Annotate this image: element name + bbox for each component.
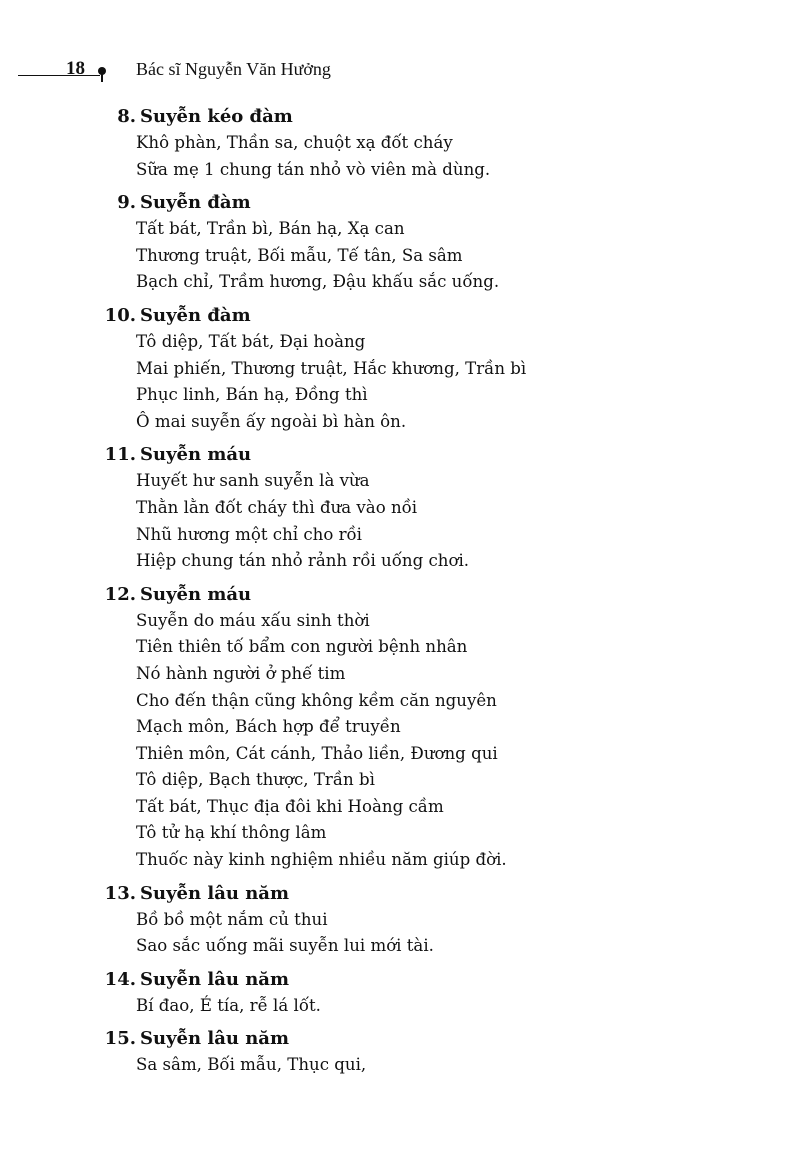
verse-line: Ô mai suyễn ấy ngoài bì hàn ôn. <box>136 411 407 431</box>
verse-line: Thằn lằn đốt cháy thì đưa vào nồi <box>136 497 418 517</box>
entry-heading <box>92 967 772 993</box>
entry-title: Suyễn máu <box>140 583 252 605</box>
entry-heading <box>92 582 772 608</box>
verse-line: Bồ bồ một nắm củ thui <box>136 909 328 929</box>
verse-line: Mạch môn, Bách hợp để truyền <box>136 717 401 737</box>
entry-number: 10. <box>104 304 136 326</box>
verse-line: Mai phiến, Thương truật, Hắc khương, Trần bì <box>136 358 527 378</box>
remedy-entry <box>92 1026 772 1079</box>
verse-line: Thuốc này kinh nghiệm nhiều năm giúp đời. <box>136 850 507 870</box>
verse-line: Sữa mẹ 1 chung tán nhỏ vò viên mà dùng. <box>136 159 491 179</box>
page-header <box>18 54 378 84</box>
entry-heading <box>92 104 772 130</box>
entry-verse <box>92 468 772 574</box>
remedy-entry <box>92 582 772 874</box>
entry-verse <box>92 130 772 183</box>
entry-number: 13. <box>104 882 136 904</box>
entry-title: Suyễn máu <box>140 444 252 466</box>
entry-heading <box>92 303 772 329</box>
entry-heading <box>92 881 772 907</box>
entry-number: 15. <box>104 1028 136 1050</box>
entry-number: 8. <box>117 106 136 127</box>
verse-line: Tô tử hạ khí thông lâm <box>136 823 327 843</box>
verse-line: Huyết hư sanh suyễn là vừa <box>136 471 370 491</box>
verse-line: Tô diệp, Tất bát, Đại hoàng <box>136 331 366 351</box>
verse-line: Tất bát, Thục địa đôi khi Hoàng cầm <box>136 796 444 816</box>
verse-line: Nó hành người ở phế tim <box>136 663 346 683</box>
entry-title: Suyễn kéo đàm <box>140 106 293 127</box>
entry-title: Suyễn lâu năm <box>140 1028 290 1050</box>
verse-line: Thiên môn, Cát cánh, Thảo liền, Đương qui <box>136 743 498 763</box>
entry-title: Suyễn đàm <box>140 192 251 214</box>
verse-line: Phục linh, Bán hạ, Đồng thì <box>136 385 368 405</box>
header-rule <box>18 75 100 76</box>
verse-line: Bạch chỉ, Trầm hương, Đậu khấu sắc uống. <box>136 272 500 292</box>
page-body <box>92 104 772 1086</box>
entry-verse <box>92 907 772 960</box>
verse-line: Sao sắc uống mãi suyễn lui mới tài. <box>136 936 434 956</box>
entry-number: 11. <box>104 444 136 466</box>
entry-number: 9. <box>117 192 136 214</box>
entry-verse <box>92 329 772 435</box>
entry-number: 12. <box>104 583 136 605</box>
remedy-entry <box>92 303 772 435</box>
header-tick <box>101 73 103 82</box>
page-number: 18 <box>66 58 85 79</box>
entry-verse <box>92 216 772 296</box>
entry-verse <box>92 1052 772 1079</box>
entry-verse <box>92 993 772 1020</box>
entry-verse <box>92 608 772 874</box>
verse-line: Bí đao, É tía, rễ lá lốt. <box>136 995 321 1015</box>
verse-line: Thương truật, Bối mẫu, Tế tân, Sa sâm <box>136 245 463 265</box>
entry-heading <box>92 1026 772 1052</box>
remedy-entry <box>92 190 772 296</box>
entry-heading <box>92 190 772 216</box>
running-title: Bác sĩ Nguyễn Văn Hưởng <box>136 59 331 79</box>
entry-title: Suyễn đàm <box>140 304 251 326</box>
entry-heading <box>92 442 772 468</box>
remedy-entry <box>92 967 772 1020</box>
verse-line: Sa sâm, Bối mẫu, Thục qui, <box>136 1055 367 1075</box>
verse-line: Hiệp chung tán nhỏ rảnh rồi uống chơi. <box>136 551 470 571</box>
verse-line: Tô diệp, Bạch thược, Trần bì <box>136 770 375 790</box>
verse-line: Khô phàn, Thần sa, chuột xạ đốt cháy <box>136 133 453 152</box>
verse-line: Cho đến thận cũng không kềm căn nguyên <box>136 690 497 710</box>
remedy-entry <box>92 104 772 183</box>
entry-title: Suyễn lâu năm <box>140 882 290 904</box>
remedy-entry <box>92 442 772 574</box>
verse-line: Tiên thiên tố bẩm con người bệnh nhân <box>136 637 468 657</box>
verse-line: Tất bát, Trần bì, Bán hạ, Xạ can <box>136 219 405 239</box>
remedy-entry <box>92 881 772 960</box>
entry-title: Suyễn lâu năm <box>140 968 290 990</box>
verse-line: Suyễn do máu xấu sinh thời <box>136 610 370 630</box>
entry-number: 14. <box>104 968 136 990</box>
verse-line: Nhũ hương một chỉ cho rồi <box>136 524 362 544</box>
